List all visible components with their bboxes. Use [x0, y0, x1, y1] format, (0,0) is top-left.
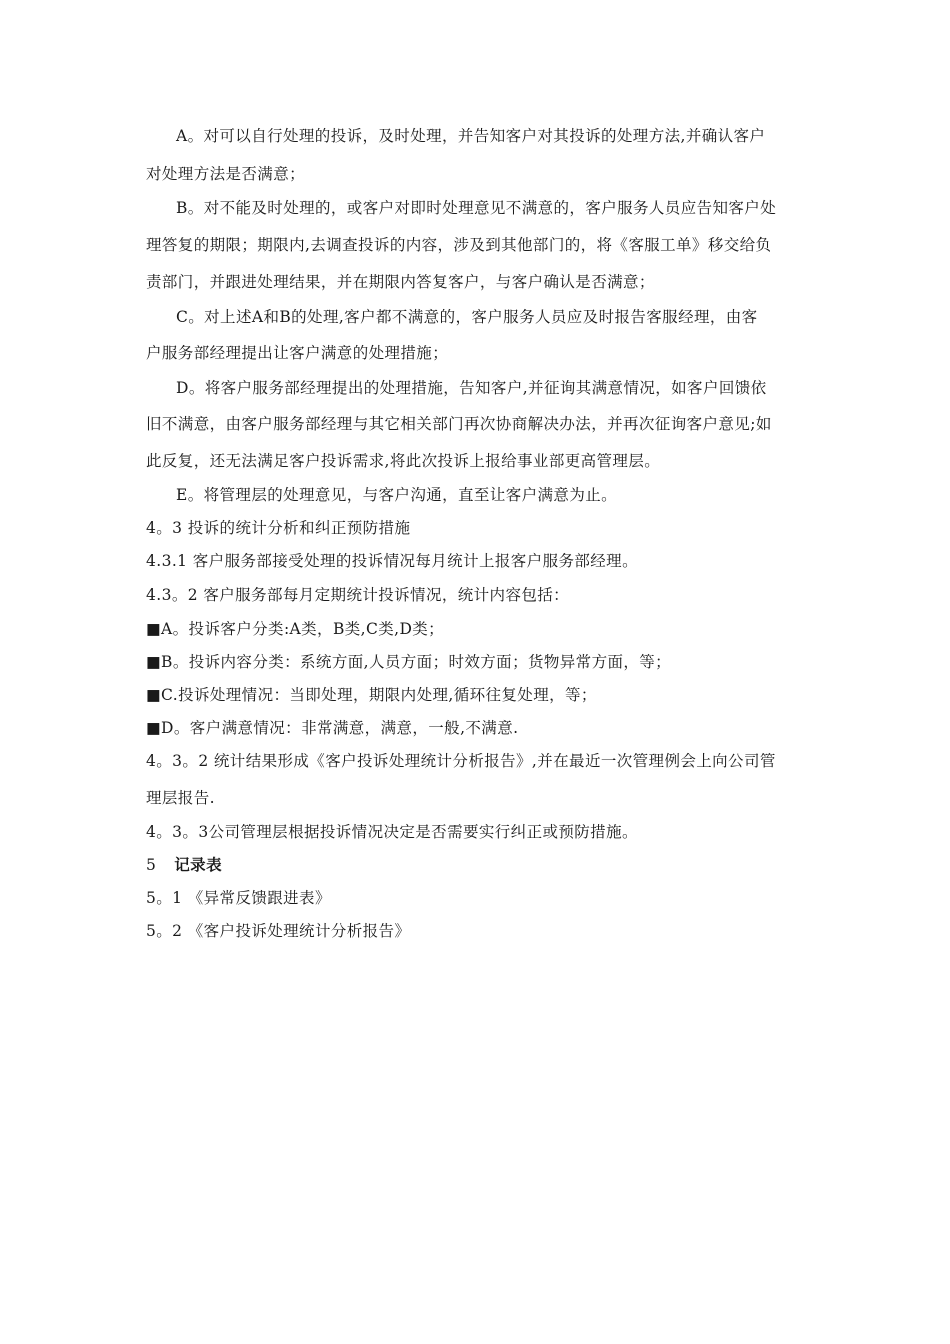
section-4-3-2: 4.3。2 客户服务部每月定期统计投诉情况，统计内容包括：	[146, 586, 570, 604]
section-5-2: 5。2 《客户投诉处理统计分析报告》	[146, 922, 411, 940]
bullet-a: ■A。投诉客户分类:A类，B类,C类,D类；	[146, 620, 445, 638]
section-5-number: 5	[146, 856, 157, 874]
paragraph-a-line-2: 对处理方法是否满意；	[146, 165, 306, 183]
bullet-b: ■B。投诉内容分类：系统方面,人员方面；时效方面；货物异常方面，等；	[146, 653, 672, 671]
section-4-3-3: 4。3。3公司管理层根据投诉情况决定是否需要实行纠正或预防措施。	[146, 823, 638, 841]
paragraph-a-line-1: A。对可以自行处理的投诉，及时处理，并告知客户对其投诉的处理方法,并确认客户	[176, 127, 766, 145]
section-4-3-1: 4.3.1 客户服务部接受处理的投诉情况每月统计上报客户服务部经理。	[146, 552, 638, 570]
bullet-d: ■D。客户满意情况：非常满意，满意，一般,不满意.	[146, 719, 519, 737]
paragraph-d-line-2: 旧不满意，由客户服务部经理与其它相关部门再次协商解决办法，并再次征询客户意见;如	[146, 415, 772, 433]
paragraph-c-line-2: 户服务部经理提出让客户满意的处理措施；	[146, 344, 449, 362]
paragraph-d-line-3: 此反复，还无法满足客户投诉需求,将此次投诉上报给事业部更高管理层。	[146, 452, 661, 470]
paragraph-b-line-2: 理答复的期限；期限内,去调查投诉的内容，涉及到其他部门的，将《客服工单》移交给负	[146, 236, 772, 254]
bullet-c: ■C.投诉处理情况：当即处理，期限内处理,循环往复处理，等；	[146, 686, 597, 704]
paragraph-d-line-1: D。将客户服务部经理提出的处理措施，告知客户,并征询其满意情况，如客户回馈依	[176, 379, 767, 397]
paragraph-b-line-3: 责部门，并跟进处理结果，并在期限内答复客户，与客户确认是否满意；	[146, 273, 655, 291]
section-4-3-2b-line-2: 理层报告.	[146, 789, 215, 807]
section-4-3-heading: 4。3 投诉的统计分析和纠正预防措施	[146, 519, 411, 537]
section-4-3-2b-line-1: 4。3。2 统计结果形成《客户投诉处理统计分析报告》,并在最近一次管理例会上向公司管	[146, 752, 776, 770]
section-5-title: 记录表	[174, 856, 222, 874]
paragraph-b-line-1: B。对不能及时处理的，或客户对即时处理意见不满意的，客户服务人员应告知客户处	[176, 199, 777, 217]
section-5-1: 5。1 《异常反馈跟进表》	[146, 889, 331, 907]
section-5-heading	[146, 855, 222, 875]
paragraph-c-line-1: C。对上述A和B的处理,客户都不满意的，客户服务人员应及时报告客服经理，由客	[176, 308, 758, 326]
paragraph-e-line-1: E。将管理层的处理意见，与客户沟通，直至让客户满意为止。	[176, 486, 618, 504]
